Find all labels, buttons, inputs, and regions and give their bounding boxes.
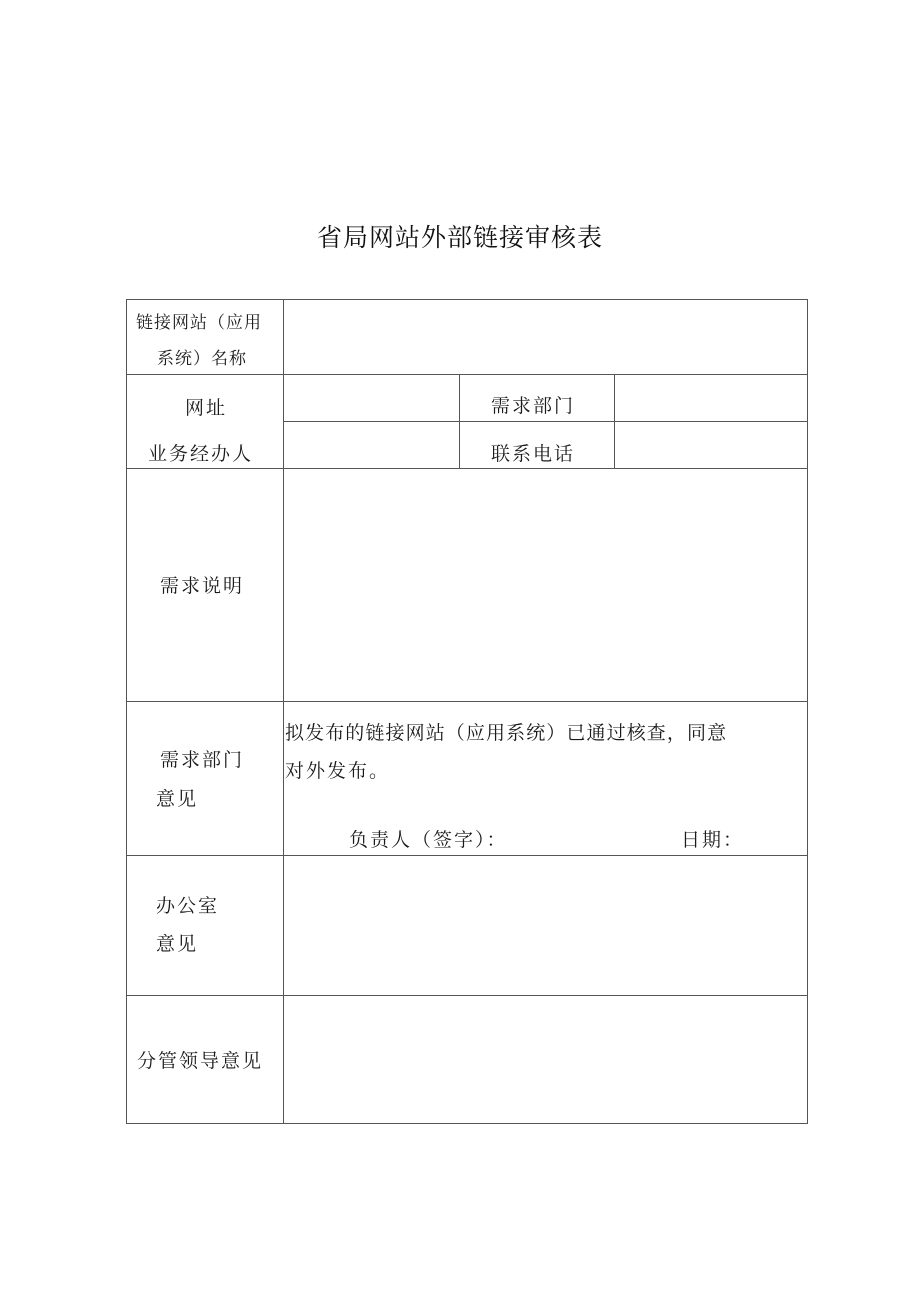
office-opinion-label-cont: 意见 [156,933,199,955]
dept-opinion-text-cont: 对外发布。 [285,760,391,782]
column-divider [283,300,284,1123]
row-divider [127,701,807,702]
column-divider [614,374,615,468]
phone-label: 联系电话 [491,443,576,465]
url-label: 网址 [185,397,228,419]
row-divider [127,468,807,469]
page-title: 省局网站外部链接审核表 [316,223,603,252]
row-divider [127,995,807,996]
row-divider [127,374,807,375]
site-name-label-cont: 系统）名称 [157,349,247,369]
dept-opinion-text: 拟发布的链接网站（应用系统）已通过核查，同意 [285,722,728,744]
signature-label: 负责人（签字）： [349,829,508,851]
column-divider [459,374,460,468]
leader-opinion-label: 分管领导意见 [137,1050,264,1072]
row-divider [127,855,807,856]
row-divider [283,421,807,422]
handler-label: 业务经办人 [148,443,254,465]
review-form-table [126,299,808,1124]
dept-opinion-label-cont: 意见 [156,788,199,810]
description-label: 需求说明 [160,575,245,597]
site-name-label: 链接网站（应用 [136,313,262,333]
dept-label: 需求部门 [491,395,576,417]
office-opinion-label: 办公室 [156,895,220,917]
dept-opinion-label: 需求部门 [160,749,245,771]
date-label: 日期： [681,829,745,851]
